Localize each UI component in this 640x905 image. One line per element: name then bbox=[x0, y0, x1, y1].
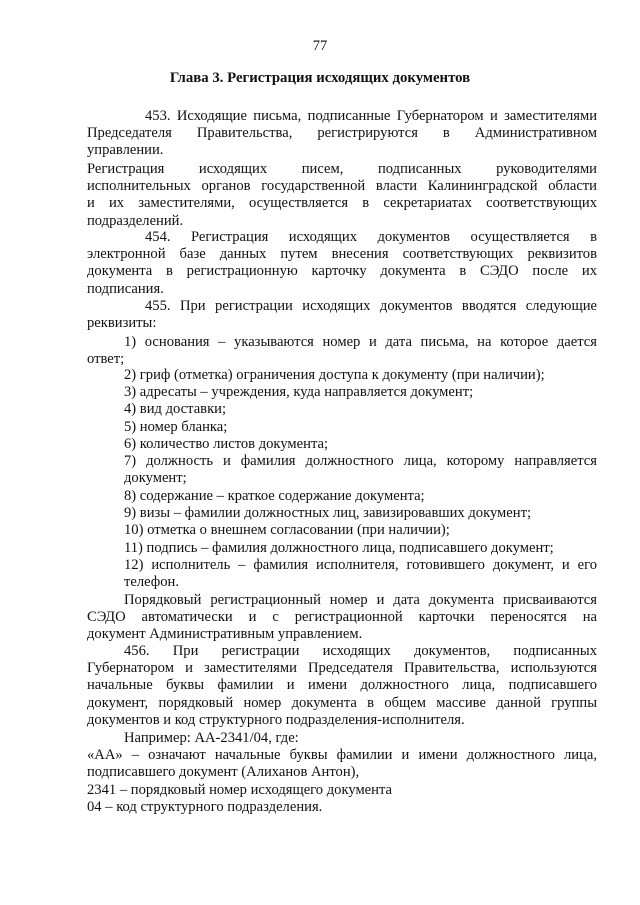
paragraph-auto-number bbox=[87, 592, 597, 644]
list-item: 3) адресаты – учреждения, куда направляется документ; bbox=[124, 384, 474, 401]
example-block bbox=[87, 730, 597, 816]
text-line: 12) исполнитель – фамилия исполнителя, готовившего документ, и его bbox=[124, 557, 597, 573]
text-line: 04 – код структурного подразделения. bbox=[87, 798, 323, 815]
page-number: 77 bbox=[312, 38, 328, 54]
text-line: начальные буквы фамилии и имени должностного лица, подписавшего bbox=[87, 677, 597, 694]
text-line: 1) основания – указываются номер и дата письма, на которое дается bbox=[124, 334, 597, 350]
text-line: документов и код структурного подразделения-исполнителя. bbox=[87, 711, 465, 728]
paragraph-453 bbox=[87, 108, 597, 160]
requisite-list bbox=[87, 367, 597, 453]
list-item: 9) визы – фамилии должностных лиц, завизировавших документ; bbox=[124, 505, 532, 522]
text-line: Порядковый регистрационный номер и дата документа присваиваются bbox=[124, 592, 597, 608]
list-item: 6) количество листов документа; bbox=[124, 435, 329, 452]
paragraph-455 bbox=[87, 298, 597, 332]
list-item: 4) вид доставки; bbox=[124, 401, 227, 418]
list-item: 11) подпись – фамилия должностного лица, подписавшего документ; bbox=[124, 539, 554, 556]
example-intro: Например: АА-2341/04, где: bbox=[124, 730, 299, 746]
chapter-title: Глава 3. Регистрация исходящих документов bbox=[169, 70, 471, 86]
list-item: 8) содержание – краткое содержание документа; bbox=[124, 488, 425, 504]
text-line: 453. Исходящие письма, подписанные Губернатором и заместителями bbox=[145, 108, 597, 124]
text-line: ответ; bbox=[87, 351, 125, 368]
text-line: телефон. bbox=[124, 574, 180, 591]
paragraph-registration-letters bbox=[87, 161, 597, 230]
text-line: Председателя Правительства, регистрируются в Административном bbox=[87, 125, 597, 142]
text-line: документа в регистрационную карточку документа в СЭДО после их bbox=[87, 263, 597, 280]
paragraph-456 bbox=[87, 643, 597, 729]
text-line: 7) должность и фамилия должностного лица, которому направляется bbox=[124, 453, 597, 469]
text-line: и их заместителями, осуществляется в секретариатах соответствующих bbox=[87, 195, 597, 212]
text-line: Губернатором и заместителями Председателя Правительства, используются bbox=[87, 660, 597, 677]
text-line: 2341 – порядковый номер исходящего документа bbox=[87, 781, 393, 798]
text-line: реквизиты: bbox=[87, 315, 157, 332]
text-line: 456. При регистрации исходящих документов, подписанных bbox=[124, 643, 597, 659]
list-item: 10) отметка о внешнем согласовании (при наличии); bbox=[124, 522, 450, 539]
text-line: документ, порядковый номер документа в общем массиве данной группы bbox=[87, 694, 597, 711]
paragraph-454 bbox=[87, 229, 597, 298]
text-line: управлении. bbox=[87, 142, 164, 159]
list-item: 2) гриф (отметка) ограничения доступа к документу (при наличии); bbox=[124, 367, 545, 383]
text-line: СЭДО автоматически и с регистрационной карточки переносятся на bbox=[87, 609, 597, 626]
requisite-7 bbox=[87, 453, 597, 487]
text-line: Регистрация исходящих писем, подписанных руководителями bbox=[87, 161, 597, 177]
text-line: подразделений. bbox=[87, 212, 184, 229]
list-item: 5) номер бланка; bbox=[124, 418, 228, 435]
requisite-list-2 bbox=[87, 488, 597, 557]
text-line: документ Административным управлением. bbox=[87, 626, 363, 643]
text-line: документ; bbox=[124, 470, 187, 487]
text-line: «АА» – означают начальные буквы фамилии и имени должностного лица, bbox=[87, 747, 597, 764]
requisite-1 bbox=[87, 334, 597, 368]
requisite-12 bbox=[87, 557, 597, 591]
text-line: исполнительных органов государственной власти Калининградской области bbox=[87, 178, 597, 195]
text-line: подписания. bbox=[87, 280, 164, 297]
text-line: электронной базе данных путем внесения соответствующих реквизитов bbox=[87, 246, 597, 263]
text-line: подписавшего документ (Алиханов Антон), bbox=[87, 764, 360, 781]
text-line: 455. При регистрации исходящих документов вводятся следующие bbox=[145, 298, 597, 314]
text-line: 454. Регистрация исходящих документов осуществляется в bbox=[145, 229, 597, 245]
